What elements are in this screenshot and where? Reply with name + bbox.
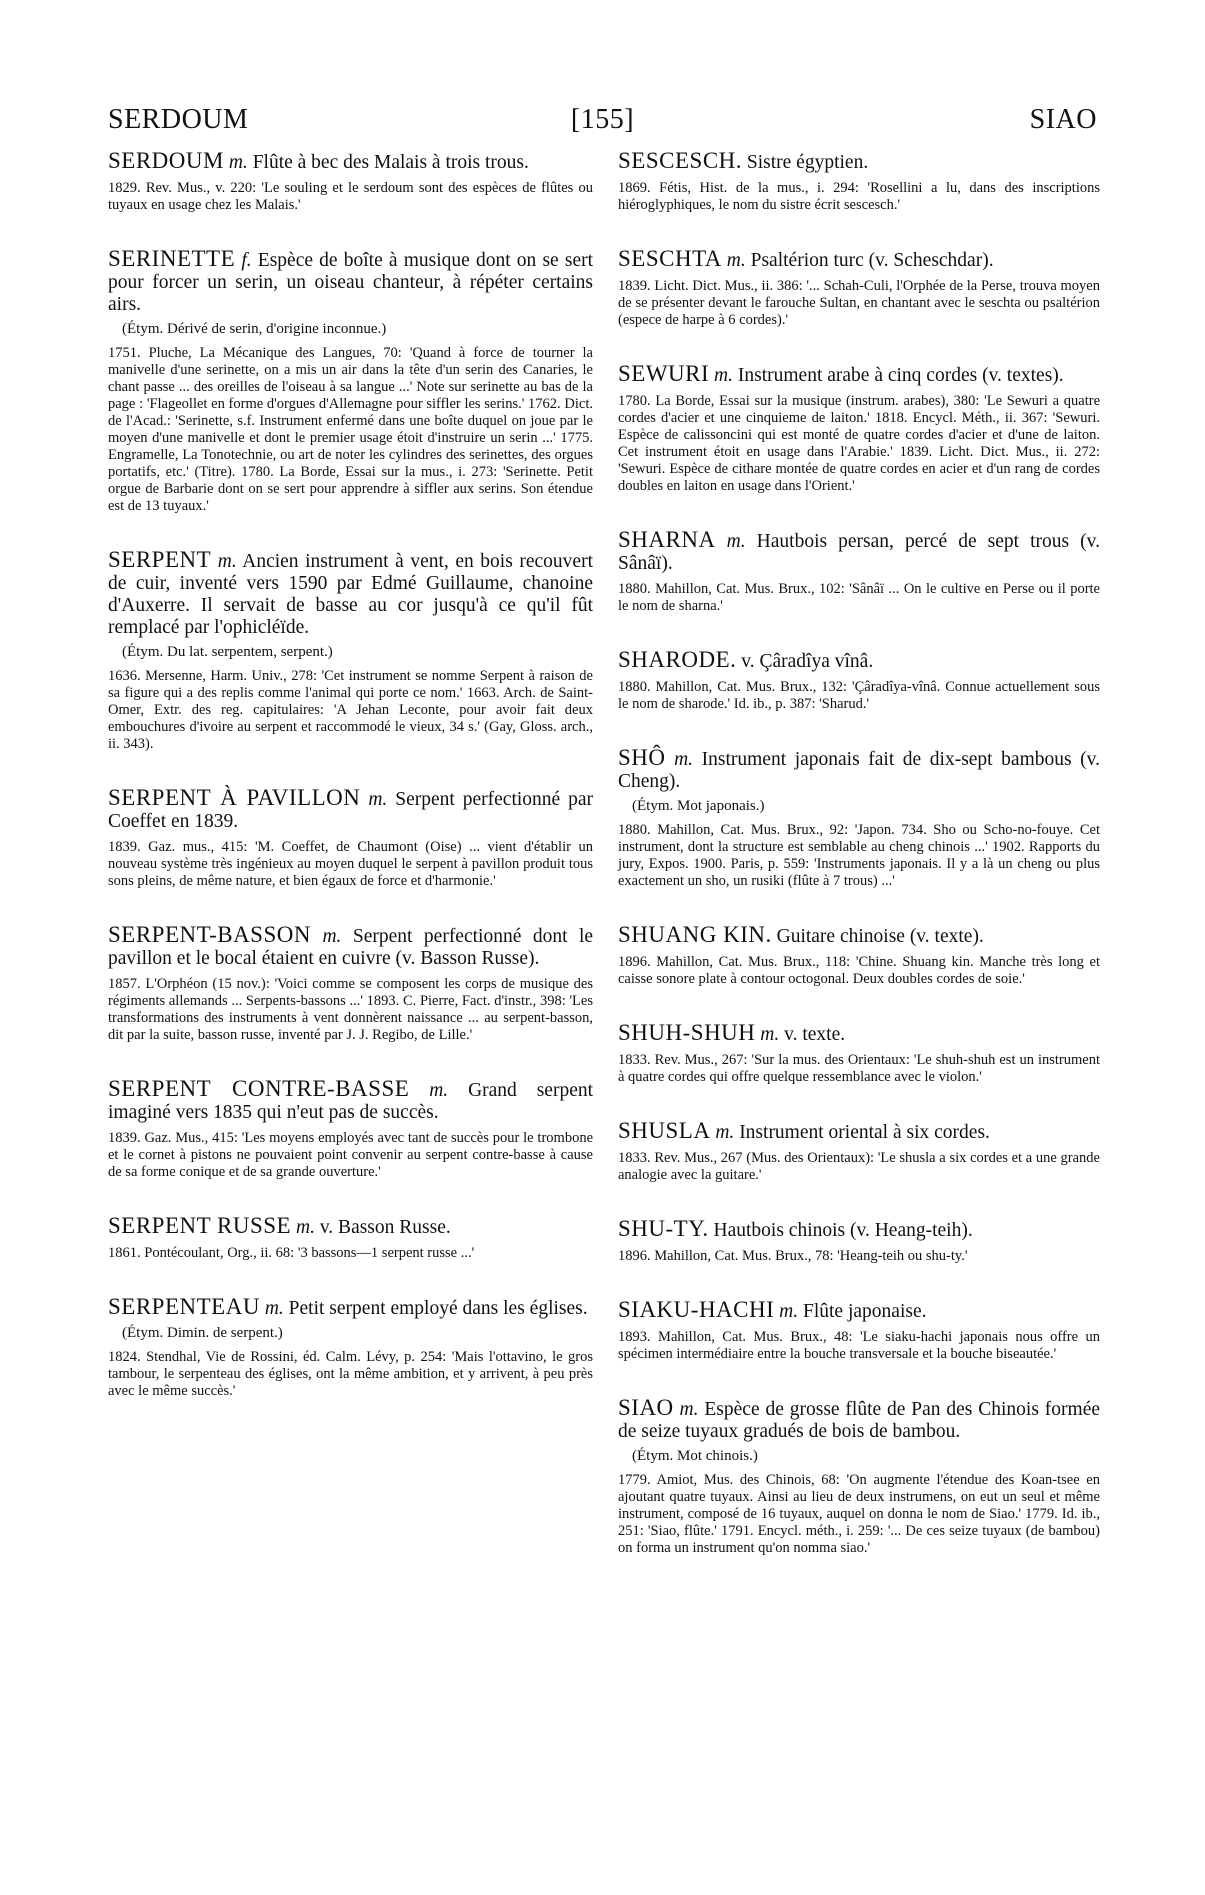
citations: 1861. Pontécoulant, Org., ii. 68: '3 bassons—1 serpent russe ...' [108, 1245, 475, 1261]
headword: SERPENT RUSSE [108, 1213, 292, 1238]
gender-label: m. [726, 531, 746, 552]
gender-label: m. [322, 926, 342, 947]
entry-definition-line [108, 150, 593, 174]
dictionary-entry [108, 150, 593, 214]
entry-definition-line [108, 549, 593, 639]
headword: SHARNA [618, 527, 716, 552]
dictionary-entry [108, 1296, 593, 1400]
dictionary-entry [618, 649, 1100, 713]
right-column [618, 150, 1100, 1591]
entry-definition-line [618, 1299, 1100, 1323]
entry-definition-line [108, 787, 593, 833]
headword: SHUANG KIN. [618, 922, 772, 947]
citations: 1893. Mahillon, Cat. Mus. Brux., 48: 'Le siaku-hachi japonais nous offre un spécimen intermédiaire entre la bouche transversale et la bouche biseautée.' [618, 1329, 1100, 1362]
headword: SERPENT À PAVILLON [108, 785, 361, 810]
entry-definition-line [618, 747, 1100, 793]
headword: SHÔ [618, 745, 666, 770]
definition-text: Petit serpent employé dans les églises. [288, 1298, 588, 1319]
dictionary-entry [108, 1078, 593, 1181]
definition-text: Psaltérion turc (v. Scheschdar). [750, 250, 994, 271]
citations: 1839. Gaz. mus., 415: 'M. Coeffet, de Chaumont (Oise) ... vient d'établir un nouveau système très ingénieux au moyen duquel le serpent à pavillon produit tous sons pleins, de même nature, et bien égaux de force et d'harmonie.' [108, 839, 593, 889]
headword: SERPENT [108, 547, 212, 572]
etymology: (Étym. Mot chinois.) [632, 1448, 758, 1464]
etymology: (Étym. Dimin. de serpent.) [122, 1325, 283, 1341]
gender-label: m. [674, 749, 694, 770]
entry-definition-line [108, 1296, 593, 1320]
dictionary-entry [618, 747, 1100, 890]
entry-definition-line [108, 1078, 593, 1124]
entry-definition-line [108, 924, 593, 970]
gender-label: m. [368, 789, 388, 810]
citations: 1839. Gaz. Mus., 415: 'Les moyens employés avec tant de succès pour le trombone et le cornet à pistons ne pouvaient point convenir au serpent contre-basse à cause de sa forme conique et de sa grande ouverture.' [108, 1130, 593, 1180]
dictionary-entry [618, 363, 1100, 495]
definition-text: Espèce de grosse flûte de Pan des Chinois formée de seize tuyaux gradués de bois de bambou. [618, 1399, 1101, 1442]
headword: SHUSLA [618, 1118, 711, 1143]
headword: SERDOUM [108, 148, 224, 173]
gender-label: m. [217, 551, 237, 572]
gender-label: m. [264, 1298, 284, 1319]
gender-label: f. [241, 250, 252, 271]
definition-text: Espèce de boîte à musique dont on se sert pour forcer un serin, un oiseau chanteur, à répéter certains airs. [108, 250, 594, 315]
definition-text: Hautbois persan, percé de sept trous (v. Sânâï). [618, 531, 1101, 574]
headword: SESCESCH. [618, 148, 743, 173]
citations: 1833. Rev. Mus., 267: 'Sur la mus. des Orientaux: 'Le shuh-shuh est un instrument à quatre cordes qui offre quelque ressemblance avec le violon.' [618, 1052, 1100, 1085]
page-header [108, 104, 1097, 144]
gender-label: m. [779, 1301, 799, 1322]
dictionary-entry [618, 1022, 1100, 1086]
citations: 1880. Mahillon, Cat. Mus. Brux., 132: 'Çâradîya-vînâ. Connue actuellement sous le nom de sharode.' Id. ib., p. 387: 'Sharud.' [618, 679, 1100, 712]
definition-text: Hautbois chinois (v. Heang-teih). [713, 1220, 973, 1241]
dictionary-entry [108, 924, 593, 1044]
dictionary-entry [618, 1120, 1100, 1184]
gender-label: m. [726, 250, 746, 271]
definition-text: Serpent perfectionné par Coeffet en 1839. [108, 789, 594, 832]
headword: SHUH-SHUH [618, 1020, 756, 1045]
entry-definition-line [618, 363, 1100, 387]
citations: 1869. Fétis, Hist. de la mus., i. 294: 'Rosellini a lu, dans des inscriptions hiéroglyphiques, le nom du sistre écrit sescesch.' [618, 180, 1100, 213]
definition-text: Guitare chinoise (v. texte). [776, 926, 984, 947]
entry-definition-line [618, 649, 1100, 673]
dictionary-entry [618, 529, 1100, 615]
headword: SERINETTE [108, 246, 236, 271]
dictionary-entry [108, 248, 593, 515]
dictionary-entry [618, 1218, 1100, 1265]
definition-text: Serpent perfectionné dont le pavillon et le bocal étaient en cuivre (v. Basson Russe). [108, 926, 594, 969]
headword: SERPENTEAU [108, 1294, 260, 1319]
citations: 1896. Mahillon, Cat. Mus. Brux., 118: 'Chine. Shuang kin. Manche très long et caisse sonore plate à contour octogonal. Deux doubles cordes de soie.' [618, 954, 1100, 987]
definition-text: Instrument oriental à six cordes. [739, 1122, 990, 1143]
left-column [108, 150, 593, 1434]
dictionary-entry [108, 549, 593, 753]
citations: 1839. Licht. Dict. Mus., ii. 386: '... Schah-Culi, l'Orphée de la Perse, trouva moyen de se présenter devant le farouche Sultan, en chantant avec le seschta ou psaltérion (espece de harpe à 6 cordes).' [618, 278, 1100, 328]
headword: SERPENT-BASSON [108, 922, 311, 947]
citations: 1896. Mahillon, Cat. Mus. Brux., 78: 'Heang-teih ou shu-ty.' [618, 1248, 968, 1264]
gender-label: m. [228, 152, 248, 173]
headword: SERPENT CONTRE-BASSE [108, 1076, 410, 1101]
definition-text: v. Basson Russe. [319, 1217, 451, 1238]
entry-definition-line [618, 1120, 1100, 1144]
headword: SIAKU-HACHI [618, 1297, 775, 1322]
definition-text: Ancien instrument à vent, en bois recouvert de cuir, inventé vers 1590 par Edmé Guillaume, chanoine d'Auxerre. Il servait de basse au cor jusqu'à ce qu'il fût remplacé par l'ophicléïde. [108, 551, 593, 638]
definition-text: Instrument japonais fait de dix-sept bambous (v. Cheng). [618, 749, 1101, 792]
entry-definition-line [618, 1397, 1100, 1443]
definition-text: Flûte japonaise. [803, 1301, 927, 1322]
dictionary-entry [108, 787, 593, 890]
citations: 1779. Amiot, Mus. des Chinois, 68: 'On augmente l'étendue des Koan-tsee en ajoutant quatre tuyaux. Ainsi au lieu de deux instrumens, on eut un seul et même instrument, composé de 16 tuyaux, auquel on donna le nom de Siao.' 1779. Id. ib., 251: 'Siao, flûte.' 1791. Encycl. méth., i. 259: '... De ces seize tuyaux (de bambou) on forma un instrument qu'on nomma siao.' [618, 1472, 1100, 1556]
dictionary-entry [618, 248, 1100, 329]
dictionary-entry [618, 150, 1100, 214]
entry-definition-line [108, 1215, 593, 1239]
dictionary-entry [618, 1397, 1100, 1557]
definition-text: Instrument arabe à cinq cordes (v. textes). [737, 365, 1064, 386]
headword: SHU-TY. [618, 1216, 709, 1241]
entry-definition-line [618, 924, 1100, 948]
gender-label: m. [679, 1399, 699, 1420]
etymology: (Étym. Mot japonais.) [632, 798, 765, 814]
dictionary-entry [618, 924, 1100, 988]
definition-text: v. Çâradîya vînâ. [741, 651, 874, 672]
gender-label: m. [760, 1024, 780, 1045]
etymology: (Étym. Du lat. serpentem, serpent.) [122, 644, 333, 660]
entry-definition-line [618, 529, 1100, 575]
definition-text: Grand serpent imaginé vers 1835 qui n'eut pas de succès. [108, 1080, 594, 1123]
headword: SIAO [618, 1395, 674, 1420]
headword: SEWURI [618, 361, 710, 386]
dictionary-entry [108, 1215, 593, 1262]
gender-label: m. [429, 1080, 449, 1101]
definition-text: Sistre égyptien. [746, 152, 869, 173]
definition-text: v. texte. [784, 1024, 846, 1045]
entry-definition-line [618, 1022, 1100, 1046]
citations: 1833. Rev. Mus., 267 (Mus. des Orientaux): 'Le shusla a six cordes et a une grande analogie avec la guitare.' [618, 1150, 1100, 1183]
headword: SESCHTA [618, 246, 722, 271]
citations: 1880. Mahillon, Cat. Mus. Brux., 92: 'Japon. 734. Sho ou Scho-no-fouye. Cet instrument, dont la structure est semblable au cheng chinois ...' 1902. Rapports du jury, Expos. 1900. Paris, p. 559: 'Instruments japonais. Il y a là un cheng ou plus exactement un sho, un rusiki (flûte à 7 trous) ...' [618, 822, 1100, 889]
citations: 1880. Mahillon, Cat. Mus. Brux., 102: 'Sânâï ... On le cultive en Perse ou il porte le nom de sharna.' [618, 581, 1100, 614]
page-number: [155] [570, 104, 635, 135]
entry-definition-line [108, 248, 593, 316]
dictionary-entry [618, 1299, 1100, 1363]
citations: 1824. Stendhal, Vie de Rossini, éd. Calm. Lévy, p. 254: 'Mais l'ottavino, le gros tambour, le serpenteau des églises, ont la même ambition, et y arrivent, à peu près avec le même succès.' [108, 1349, 593, 1399]
gender-label: m. [295, 1217, 315, 1238]
entry-definition-line [618, 150, 1100, 174]
entry-definition-line [618, 248, 1100, 272]
entry-definition-line [618, 1218, 1100, 1242]
gender-label: m. [715, 1122, 735, 1143]
citations: 1857. L'Orphéon (15 nov.): 'Voici comme se composent les corps de musique des régiments allemands ... Serpents-bassons ...' 1893. C. Pierre, Fact. d'instr., 398: 'Les transformations des instruments à vent donnèrent naissance ... au serpent-basson, dit par la suite, basson russe, inventé par J. J. Regibo, de Lille.' [108, 976, 593, 1043]
headword: SHARODE. [618, 647, 737, 672]
gender-label: m. [714, 365, 734, 386]
etymology: (Étym. Dérivé de serin, d'origine inconnue.) [122, 321, 387, 337]
citations: 1636. Mersenne, Harm. Univ., 278: 'Cet instrument se nomme Serpent à raison de sa figure qui a des replis comme l'animal qui porte ce nom.' 1663. Arch. de Saint-Omer, Extr. des reg. capitulaires: 'A Jehan Leconte, pour avoir fait deux embouchures d'ivoire au serpent et raccommodé le vieux, 34 s.' (Gay, Gloss. arch., ii. 343). [108, 668, 593, 752]
running-head-right: SIAO [1029, 104, 1097, 135]
citations: 1780. La Borde, Essai sur la musique (instrum. arabes), 380: 'Le Sewuri a quatre cordes d'acier et une cinquieme de laiton.' 1818. Encycl. Méth., ii. 367: 'Sewuri. Espèce de calissoncini qui est monté de quatre cordes d'acier et d'une de laiton. Cet instrument étoit en usage dans l'Arabie.' 1839. Licht. Dict. Mus., ii. 272: 'Sewuri. Espèce de cithare montée de quatre cordes en acier et d'un rang de cordes doubles en laiton en usage dans l'Orient.' [618, 393, 1100, 494]
definition-text: Flûte à bec des Malais à trois trous. [252, 152, 529, 173]
citations: 1829. Rev. Mus., v. 220: 'Le souling et le serdoum sont des espèces de flûtes ou tuyaux en usage chez les Malais.' [108, 180, 593, 213]
running-head-left: SERDOUM [108, 104, 249, 135]
citations: 1751. Pluche, La Mécanique des Langues, 70: 'Quand à force de tourner la manivelle d'une serinette, on a mis un air dans la tête d'un serin des Canaries, le chant passe ... des oreilles de l'oiseau à sa langue ...' Note sur serinette au bas de la page : 'Flageollet en forme d'orgues d'Allemagne pour siffler les serins.' 1762. Dict. de l'Acad.: 'Serinette, s.f. Instrument enfermé dans une boîte duquel on joue par le moyen d'une manivelle et dont le premier usage étoit d'instruire un serin ...' 1775. Engramelle, La Tonotechnie, ou art de noter les cylindres des serinettes, des orgues portatifs, etc.' (Titre). 1780. La Borde, Essai sur la mus., i. 273: 'Serinette. Petit orgue de Barbarie dont on se sert pour apprendre à siffler aux serins. Son étendue est de 13 tuyaux.' [108, 345, 593, 514]
